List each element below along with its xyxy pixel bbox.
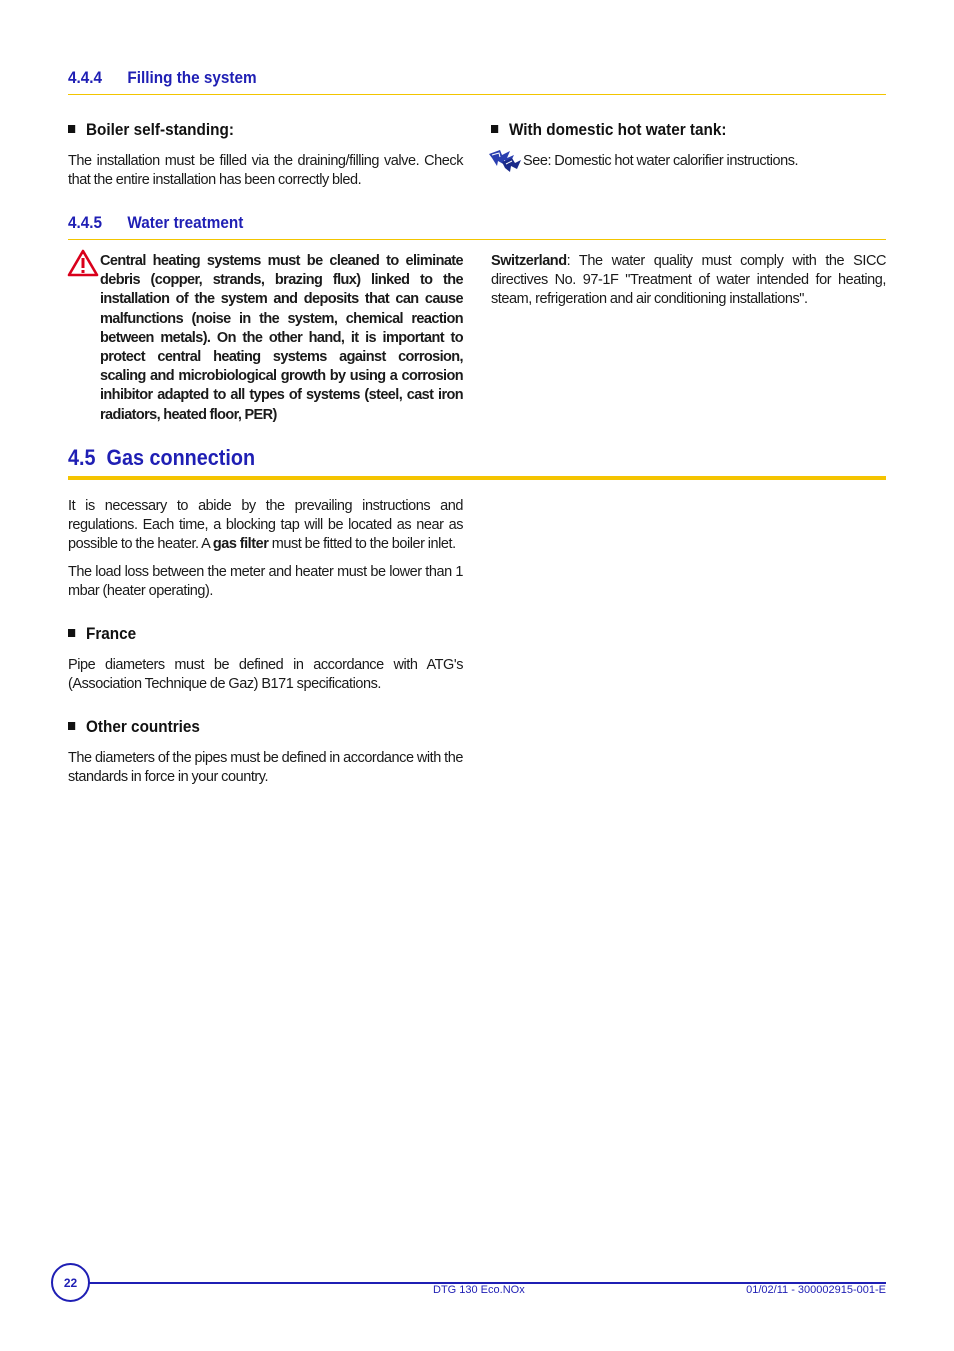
footer-reference: 01/02/11 - 300002915-001-E — [746, 1284, 886, 1296]
warning-paragraph: Central heating systems must be cleaned to eliminate debris (copper, strands, brazing flux) linked to the installation of the system and deposits that can cause malfunctions (noise in the system, chemical reaction between metals). On the other hand, it is important to protect central heating systems against corrosion, scaling and microbiological growth by using a corrosion inhibitor adapted to all types of systems (steel, cast iron radiators, heated floor, PER) — [100, 253, 463, 423]
bullet-square-icon — [68, 629, 75, 637]
subheading-other-countries: Other countries — [68, 717, 200, 737]
subheading-hot-water-tank: With domestic hot water tank: — [491, 120, 726, 140]
major-section-divider — [68, 476, 886, 480]
gas-intro-paragraph: It is necessary to abide by the prevailing instructions and regulations. Each time, a blocking tap will be located as near as possible to the heater. A gas filter must be fitted to the boiler inlet. — [68, 498, 463, 553]
section-number: 4.4.5 — [68, 213, 103, 232]
switzerland-paragraph: Switzerland: The water quality must comply with the SICC directives No. 97-1F "Treatment of water intended for heating, steam, refrigeration and air conditioning installations". — [491, 253, 886, 308]
section-number: 4.4.4 — [68, 68, 103, 87]
section-divider — [68, 94, 886, 95]
section-title: Gas connection — [106, 445, 256, 470]
subheading-france: France — [68, 624, 136, 644]
warning-triangle-icon — [67, 249, 99, 277]
other-countries-paragraph: The diameters of the pipes must be defined in accordance with the standards in force in your country. — [68, 750, 463, 786]
france-paragraph: Pipe diameters must be defined in accordance with ATG's (Association Technique de Gaz) B171 specifications. — [68, 657, 463, 693]
tank-reference-text: See: Domestic hot water calorifier instructions. — [523, 153, 799, 169]
bullet-square-icon — [68, 125, 75, 133]
reference-arrows-icon — [488, 146, 522, 176]
section-4-4-4-heading — [68, 68, 257, 88]
section-divider — [68, 239, 886, 240]
section-number: 4.5 — [68, 445, 96, 470]
section-4-4-5-heading — [68, 213, 243, 233]
page-number-badge — [51, 1263, 90, 1302]
page-number: 22 — [63, 1275, 78, 1290]
bullet-square-icon — [68, 722, 75, 730]
section-4-5-heading — [68, 445, 255, 471]
bullet-square-icon — [491, 125, 498, 133]
footer-product: DTG 130 Eco.NOx — [433, 1284, 525, 1296]
gas-filter-term: gas filter — [212, 536, 269, 553]
section-title: Water treatment — [127, 213, 244, 232]
switzerland-label: Switzerland — [491, 253, 567, 269]
boiler-filling-paragraph: The installation must be filled via the draining/filling valve. Check that the entire installation has been correctly bled. — [68, 153, 463, 189]
subheading-boiler-self-standing: Boiler self-standing: — [68, 120, 234, 140]
section-title: Filling the system — [127, 68, 257, 87]
load-loss-paragraph: The load loss between the meter and heater must be lower than 1 mbar (heater operating). — [68, 564, 463, 600]
